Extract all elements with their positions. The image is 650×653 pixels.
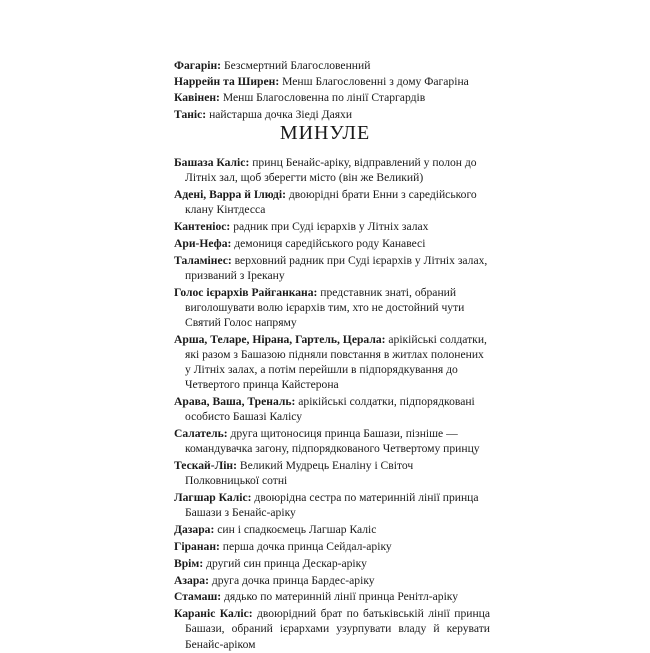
list-item: Салатель: друга щитоносиця принца Башази, пізніше — командувачка загону, підпорядкованого Четвертому принцу: [174, 427, 480, 456]
entry-description: двоюрідні брати Енни з саредійського клану Кінтдесса: [185, 188, 477, 217]
list-item: Лагшар Каліс: двоюрідна сестра по материнній лінії принца Башази з Бенайс-аріку: [174, 491, 479, 520]
entry-description: двоюрідний брат по батьківській лінії принца Башази, обраний ієрархами узурпувати владу й керувати Бенайс-аріком: [185, 607, 490, 651]
entry-name: Адені, Варра й Ілюді: [174, 188, 283, 201]
list-item: Арша, Теларе, Нірана, Гартель, Церала: арікійські солдатки, які разом з Башазою підняли повстання в житлах полонених у Літніх залах, а потім перейшли в підпорядкування до Четвертого принца Кайстерона: [174, 332, 487, 392]
entry-description: син і спадкоємець Лагшар Каліс: [217, 523, 377, 537]
entry-description: Менш Благословенна по лінії Старгардів: [222, 91, 426, 105]
entry-description: Великий Мудрець Еналіну і Світоч Полковницької сотні: [185, 459, 414, 488]
list-item: Тескай-Лін: Великий Мудрець Еналіну і Світоч Полковницької сотні: [174, 459, 414, 488]
list-item: Фагарін: Безсмертний Благословенний: [174, 59, 371, 72]
entry-description: демониця саредійського роду Канавесі: [234, 236, 426, 250]
entry-description: дядько по материнній лінії принца Ренітл-аріку: [224, 590, 459, 604]
entry-name: Таніс: [174, 107, 203, 121]
entry-description: арікійські солдатки, які разом з Башазою підняли повстання в житлах полонених у Літніх залах, а потім перейшли в підпорядкування до Четвертого принца Кайстерона: [185, 332, 487, 392]
entry-description: друга щитоносиця принца Башази, пізніше — командувачка загону, підпорядкованого Четвертому принцу: [185, 427, 480, 456]
entry-name: Салатель: [174, 427, 224, 441]
entry-description: друга дочка принца Бардес-аріку: [211, 573, 375, 587]
character-list-past: [174, 155, 490, 653]
entry-name: Наррейн та Ширен: [174, 75, 276, 89]
entry-name: Кантеніос: [174, 220, 227, 233]
list-item: Азара: друга дочка принца Бардес-аріку: [174, 573, 375, 587]
entry-name: Башаза Каліс: [174, 156, 246, 169]
list-item: Адені, Варра й Ілюді: двоюрідні брати Енни з саредійського клану Кінтдесса: [174, 188, 477, 217]
entry-name: Азара: [174, 573, 206, 587]
entry-description: радник при Суді ієрархів у Літніх залах: [233, 220, 429, 233]
list-item: Гіранан: перша дочка принца Сейдал-аріку: [174, 540, 392, 553]
entry-description: перша дочка принца Сейдал-аріку: [222, 540, 392, 553]
entry-name: Лагшар Каліс: [174, 491, 248, 505]
list-item: Дазара: син і спадкоємець Лагшар Каліс: [174, 523, 377, 537]
list-item: Голос ієрархів Райганкана: представник знаті, обраний виголошувати волю ієрархів тим, хто не достойний чути Святий Голос напряму: [174, 285, 465, 329]
entry-description: принц Бенайс-аріку, відправлений у полон до Літніх зал, щоб зберегти місто (він же Великий): [185, 156, 477, 185]
entry-name: Таламінес: [174, 253, 228, 267]
list-item: Наррейн та Ширен: Менш Благословенні з дому Фагаріна: [174, 75, 469, 89]
entry-name: Врім: [174, 556, 200, 570]
list-item: Таніс: найстарша дочка Зіеді Даяхи: [174, 107, 353, 121]
entry-description: Безсмертний Благословенний: [223, 59, 371, 72]
entry-description: двоюрідна сестра по материнній лінії принца Башази з Бенайс-аріку: [185, 491, 479, 520]
entry-name: Арша, Теларе, Нірана, Гартель, Церала: [174, 332, 382, 346]
entry-name: Кавінен: [174, 91, 217, 105]
list-item: Башаза Каліс: принц Бенайс-аріку, відправлений у полон до Літніх зал, щоб зберегти місто (він же Великий): [174, 156, 477, 185]
entry-description: верховний радник при Суді ієрархів у Літніх залах, призваний з Ірекану: [185, 253, 488, 282]
entry-name: Арава, Ваша, Треналь: [174, 395, 292, 409]
character-list-present: [174, 58, 504, 123]
list-item: Врім: другий син принца Дескар-аріку: [174, 556, 367, 570]
list-item: Кавінен: Менш Благословенна по лінії Старгардів: [174, 91, 426, 105]
entry-description: представник знаті, обраний виголошувати волю ієрархів тим, хто не достойний чути Святий Голос напряму: [185, 285, 465, 329]
entry-description: Менш Благословенні з дому Фагаріна: [282, 75, 469, 89]
list-item: Таламінес: верховний радник при Суді ієрархів у Літніх залах, призваний з Ірекану: [174, 253, 488, 282]
entry-name: Тескай-Лін: [174, 459, 234, 473]
entry-name: Караніс Каліс: [174, 607, 249, 621]
list-item: Кантеніос: радник при Суді ієрархів у Літніх залах: [174, 220, 429, 233]
entry-name: Гіранан: [174, 540, 216, 553]
entry-name: Ари-Нефа: [174, 236, 228, 250]
list-item: Стамаш: дядько по материнній лінії принца Ренітл-аріку: [174, 590, 459, 604]
list-item: Караніс Каліс: двоюрідний брат по батьківській лінії принца Башази, обраний ієрархами узурпувати владу й керувати Бенайс-аріком: [174, 607, 490, 651]
entry-description: арікійські солдатки, підпорядковані особисто Башазі Калісу: [185, 395, 475, 424]
entry-description: найстарша дочка Зіеді Даяхи: [209, 107, 353, 121]
entry-name: Стамаш: [174, 590, 218, 604]
entry-description: другий син принца Дескар-аріку: [206, 556, 367, 570]
entry-name: Голос ієрархів Райганкана: [174, 285, 314, 299]
list-item: Арава, Ваша, Треналь: арікійські солдатки, підпорядковані особисто Башазі Калісу: [174, 395, 475, 424]
section-heading: МИНУЛЕ: [279, 122, 371, 144]
entry-name: Фагарін: [174, 59, 218, 72]
entry-name: Дазара: [174, 523, 211, 537]
list-item: Ари-Нефа: демониця саредійського роду Канавесі: [174, 236, 426, 250]
